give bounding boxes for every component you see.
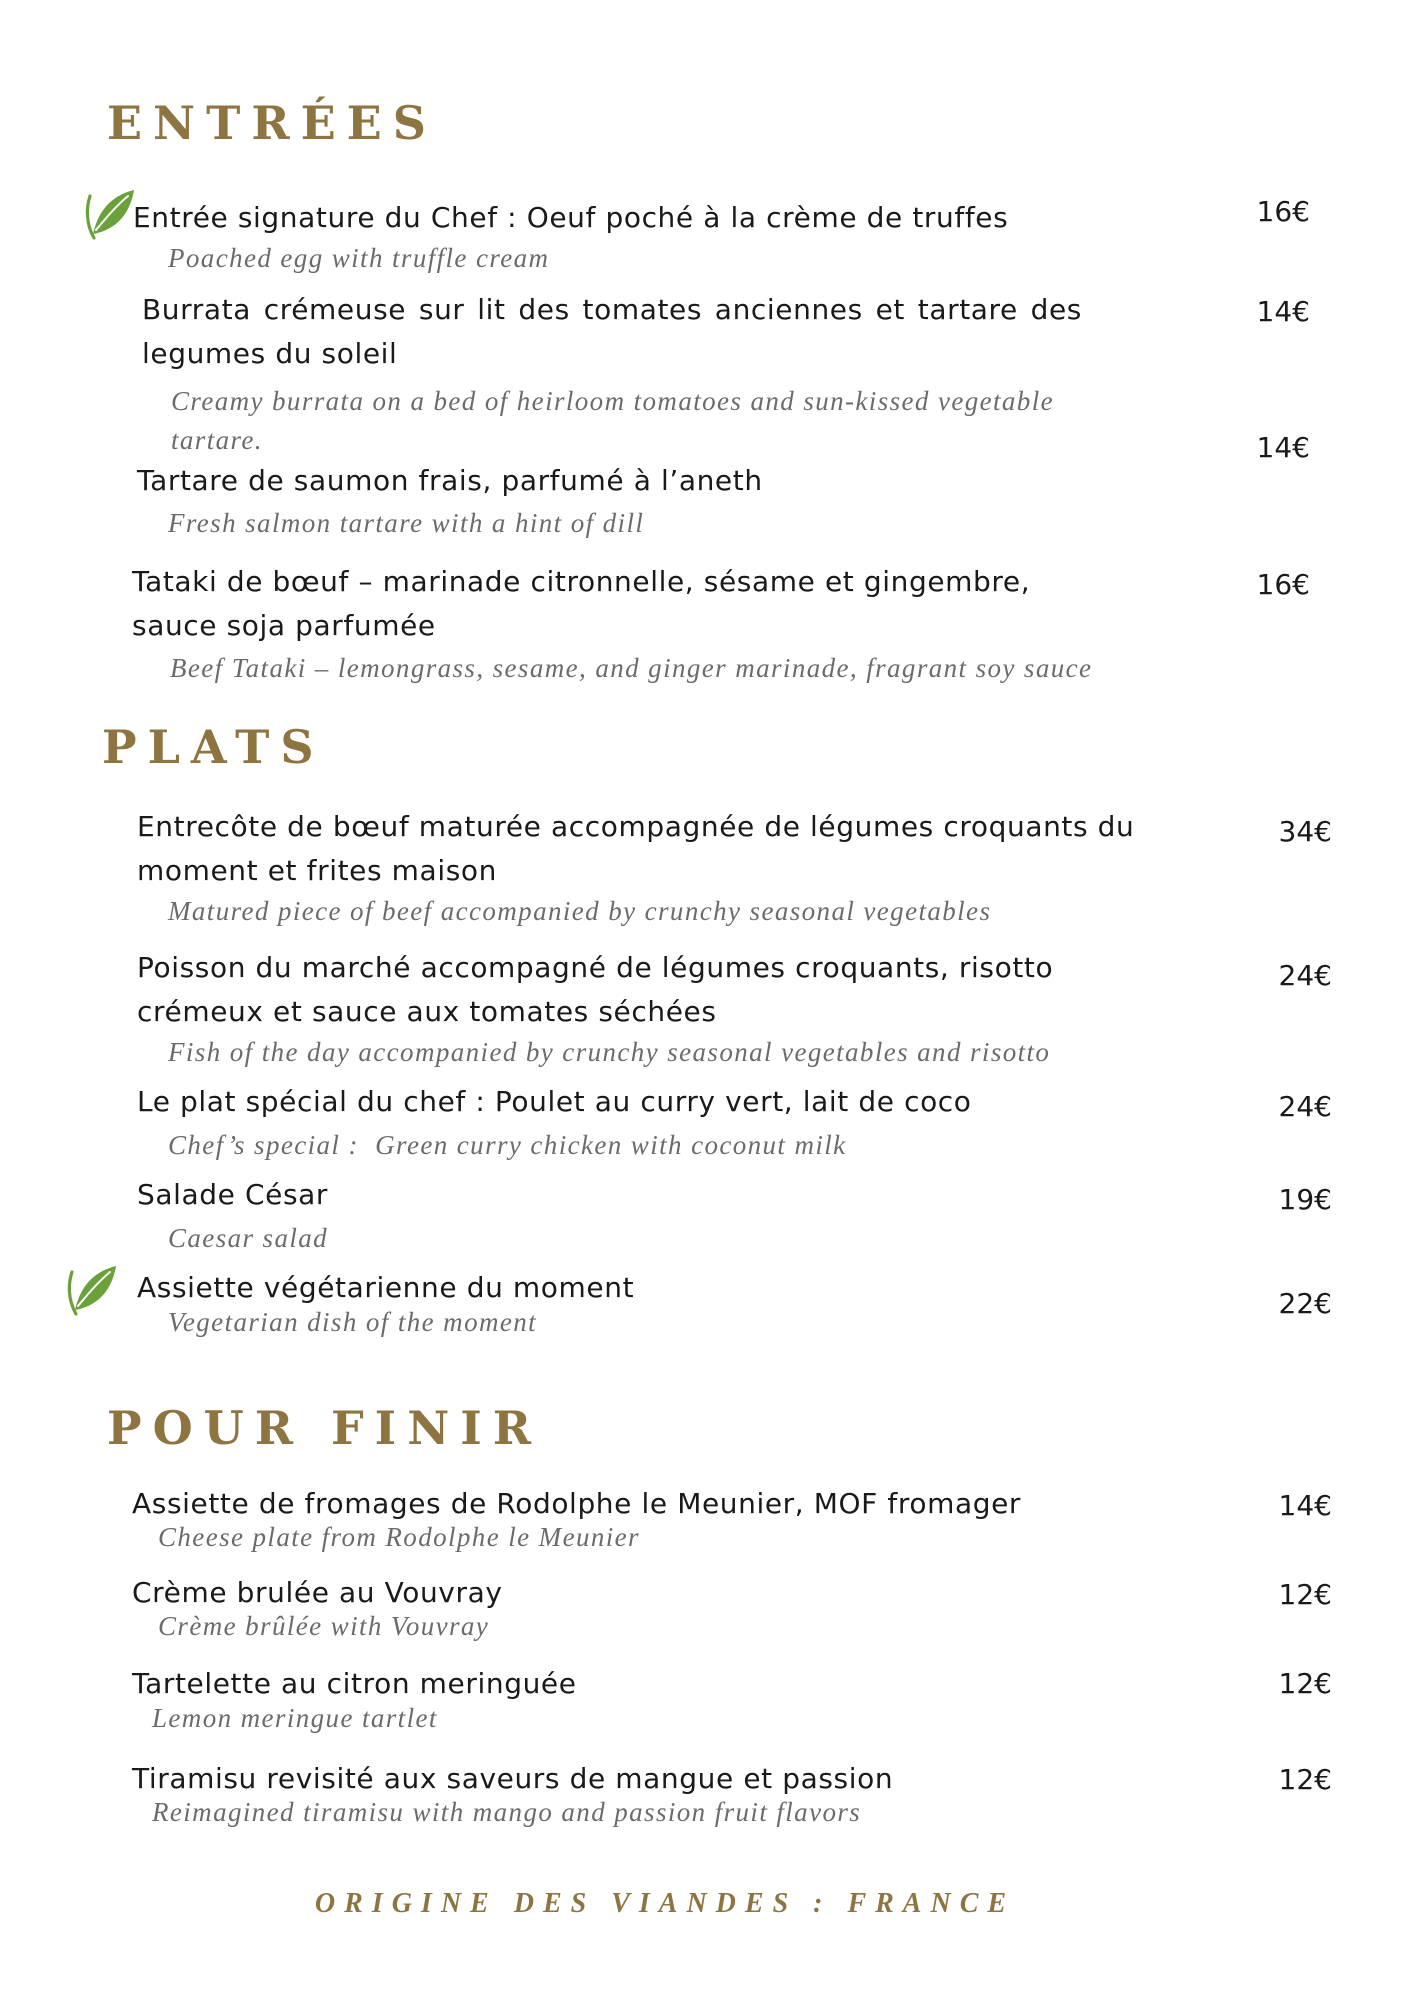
dish-name-fr: Assiette végétarienne du moment <box>137 1271 635 1304</box>
dish-price: 24€ <box>1278 1090 1332 1123</box>
dish-price: 12€ <box>1278 1667 1332 1700</box>
dish-name-fr: Salade César <box>137 1178 329 1211</box>
dish-name-en: Creamy burrata on a bed of heirloom tomatoes and sun-kissed vegetable tartare. <box>171 386 1054 455</box>
dish-name-fr: Tiramisu revisité aux saveurs de mangue et passion <box>132 1762 894 1795</box>
section-title-desserts: POUR FINIR <box>107 1401 542 1455</box>
dish-name-en: Chef’s special : Green curry chicken with coconut milk <box>168 1130 847 1160</box>
dish-price: 16€ <box>1256 195 1310 228</box>
dish-name-en: Poached egg with truffle cream <box>168 243 550 273</box>
dish-price: 14€ <box>1256 431 1310 464</box>
dish-name-en: Fresh salmon tartare with a hint of dill <box>168 508 645 538</box>
dish-name-fr: Crème brulée au Vouvray <box>132 1576 503 1609</box>
section-title-plats: PLATS <box>102 720 325 774</box>
meat-origin-note: ORIGINE DES VIANDES : FRANCE <box>314 1888 1016 1919</box>
dish-name-fr: Tataki de bœuf – marinade citronnelle, sésame et gingembre, sauce soja parfumée <box>132 565 1031 642</box>
dish-name-en: Caesar salad <box>168 1223 329 1253</box>
dish-name-fr: Assiette de fromages de Rodolphe le Meunier, MOF fromager <box>132 1487 1022 1520</box>
dish-name-en: Reimagined tiramisu with mango and passion fruit flavors <box>152 1797 862 1827</box>
dish-price: 34€ <box>1278 815 1332 848</box>
dish-name-fr: Entrecôte de bœuf maturée accompagnée de légumes croquants du moment et frites maison <box>137 810 1135 887</box>
dish-name-fr: Tartelette au citron meringuée <box>132 1667 577 1700</box>
dish-name-fr: Poisson du marché accompagné de légumes croquants, risotto crémeux et sauce aux tomates séchées <box>137 951 1054 1028</box>
dish-name-en: Beef Tataki – lemongrass, sesame, and ginger marinade, fragrant soy sauce <box>170 653 1093 683</box>
vegetarian-leaf-icon <box>78 182 140 244</box>
dish-name-fr: Tartare de saumon frais, parfumé à l’aneth <box>137 464 763 497</box>
dish-name-en: Matured piece of beef accompanied by crunchy seasonal vegetables <box>168 896 992 926</box>
dish-name-en: Vegetarian dish of the moment <box>168 1307 538 1337</box>
dish-price: 14€ <box>1256 295 1310 328</box>
section-title-entrees: ENTRÉES <box>107 96 437 150</box>
dish-price: 12€ <box>1278 1763 1332 1796</box>
dish-price: 22€ <box>1278 1287 1332 1320</box>
dish-price: 19€ <box>1278 1183 1332 1216</box>
vegetarian-leaf-icon <box>60 1258 122 1320</box>
dish-name-fr: Le plat spécial du chef : Poulet au curry vert, lait de coco <box>137 1085 972 1118</box>
dish-name-en: Fish of the day accompanied by crunchy seasonal vegetables and risotto <box>168 1037 1051 1067</box>
dish-price: 24€ <box>1278 959 1332 992</box>
dish-price: 12€ <box>1278 1578 1332 1611</box>
dish-price: 16€ <box>1256 568 1310 601</box>
dish-name-fr: Burrata crémeuse sur lit des tomates anciennes et tartare des legumes du soleil <box>142 293 1082 370</box>
dish-name-en: Crème brûlée with Vouvray <box>158 1611 490 1641</box>
dish-name-fr: Entrée signature du Chef : Oeuf poché à la crème de truffes <box>133 201 1009 234</box>
dish-price: 14€ <box>1278 1489 1332 1522</box>
dish-name-en: Lemon meringue tartlet <box>152 1703 438 1733</box>
dish-name-en: Cheese plate from Rodolphe le Meunier <box>158 1522 640 1552</box>
